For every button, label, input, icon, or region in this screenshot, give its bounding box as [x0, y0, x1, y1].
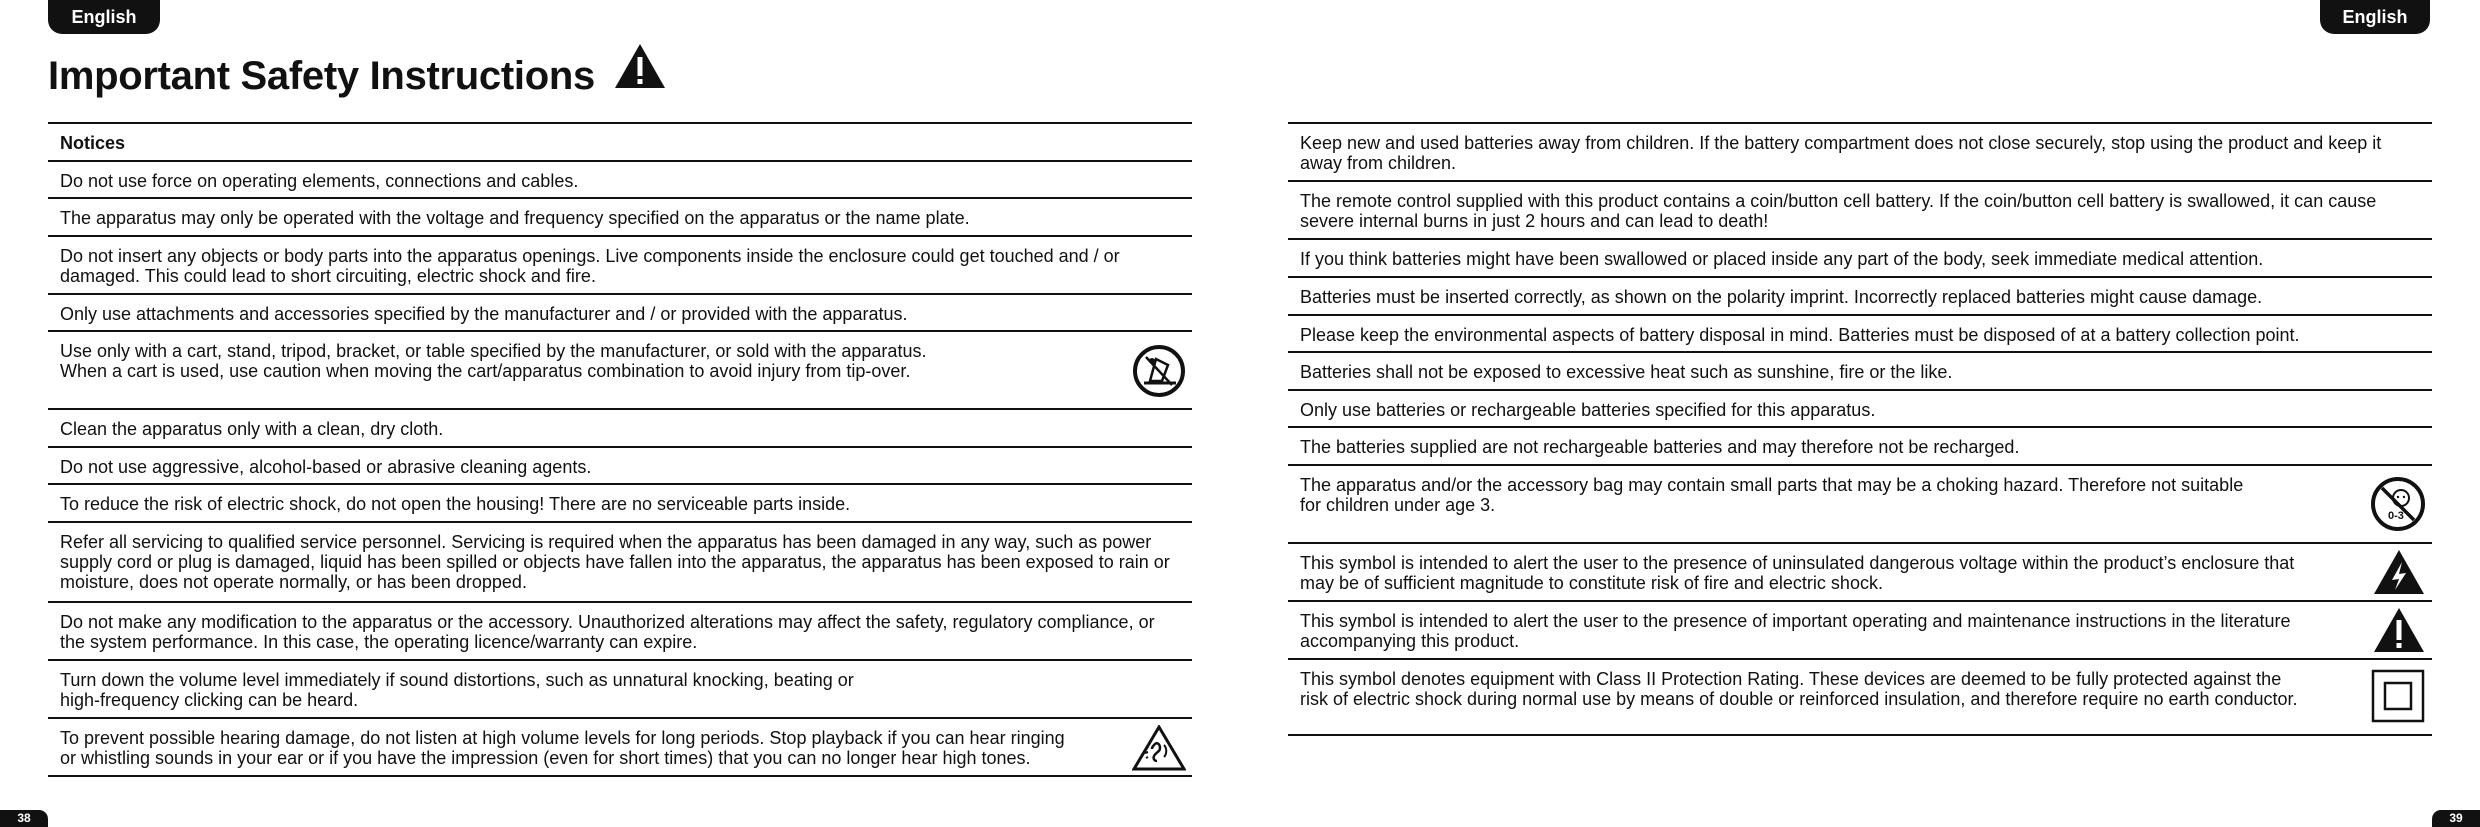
notice-row — [48, 235, 1192, 293]
notice-row — [48, 659, 1192, 717]
notice-row — [48, 197, 1192, 235]
notice-text: To prevent possible hearing damage, do not listen at high volume levels for long periods. Stop playback if you can hear ringing or whistling sounds in your ear or if you have the impression (even for short times) that you can no longer hear high tones. — [60, 728, 1065, 768]
age-range-label: 0-3 — [2388, 510, 2404, 522]
exclamation-warning-icon — [2372, 606, 2426, 654]
notice-text: Do not make any modification to the apparatus or the accessory. Unauthorized alterations may affect the safety, regulatory compliance, or the system performance. In this case, the operating licence/warranty can expire. — [60, 612, 1155, 652]
language-tab-left: English — [48, 0, 160, 34]
notice-row — [1288, 351, 2432, 389]
notice-row — [1288, 426, 2432, 464]
notice-text: The remote control supplied with this product contains a coin/button cell battery. If the coin/button cell battery is swallowed, it can cause severe internal burns in just 2 hours and can lead to death! — [1300, 191, 2377, 231]
notice-text: This symbol is intended to alert the user to the presence of important operating and maintenance instructions in the literature accompanying this product. — [1300, 611, 2291, 651]
left-page-notices — [48, 122, 1192, 777]
page-number-left: 38 — [0, 810, 48, 827]
notice-text: Batteries shall not be exposed to excessive heat such as sunshine, fire or the like. — [1300, 362, 1953, 382]
notice-row — [1288, 238, 2432, 276]
notice-text: The apparatus and/or the accessory bag may contain small parts that may be a choking hazard. Therefore not suitable for children under age 3. — [1300, 475, 2244, 515]
notice-text: This symbol denotes equipment with Class II Protection Rating. These devices are deemed to be fully protected against the risk of electric shock during normal use by means of double or reinforced insulation, and therefore require no earth conductor. — [1300, 669, 2298, 709]
notice-text: Clean the apparatus only with a clean, dry cloth. — [60, 419, 444, 439]
notice-row — [48, 717, 1192, 777]
notice-text: Keep new and used batteries away from children. If the battery compartment does not close securely, stop using the product and keep it away from children. — [1300, 133, 2382, 173]
notice-text: If you think batteries might have been swallowed or placed inside any part of the body, seek immediate medical attention. — [1300, 249, 2264, 269]
notice-text: Refer all servicing to qualified service personnel. Servicing is required when the apparatus has been damaged in any way, such as power supply cord or plug is damaged, liquid has been spilled or objects have fallen into the apparatus, the apparatus has been exposed to rain or moisture, does not operate normally, or has been dropped. — [60, 532, 1170, 592]
warning-triangle-icon — [613, 42, 667, 110]
notice-row — [48, 330, 1192, 408]
notice-row — [48, 521, 1192, 601]
notice-text: To reduce the risk of electric shock, do not open the housing! There are no serviceable parts inside. — [60, 494, 851, 514]
notice-text: The apparatus may only be operated with the voltage and frequency specified on the apparatus or the name plate. — [60, 208, 970, 228]
notices-heading: Notices — [60, 133, 126, 153]
hearing-damage-icon — [1132, 725, 1186, 771]
notice-text: Only use batteries or rechargeable batteries specified for this apparatus. — [1300, 400, 1876, 420]
notice-text: Batteries must be inserted correctly, as shown on the polarity imprint. Incorrectly replaced batteries might cause damage. — [1300, 287, 2263, 307]
notice-row — [1288, 276, 2432, 314]
page-title-text: Important Safety Instructions — [48, 54, 595, 98]
notice-text: Only use attachments and accessories specified by the manufacturer and / or provided with the apparatus. — [60, 304, 908, 324]
notice-row — [48, 122, 1192, 160]
notice-text: Do not use aggressive, alcohol-based or abrasive cleaning agents. — [60, 457, 592, 477]
page-title — [48, 42, 667, 110]
notice-row — [48, 160, 1192, 197]
notice-row — [1288, 314, 2432, 351]
notice-text: This symbol is intended to alert the user to the presence of uninsulated dangerous voltage within the product’s enclosure that may be of sufficient magnitude to constitute risk of fire and electric shock. — [1300, 553, 2295, 593]
notice-text: Do not insert any objects or body parts into the apparatus openings. Live components inside the enclosure could get touched and / or damaged. This could lead to short circuiting, electric shock and fire. — [60, 246, 1120, 286]
notice-text: Do not use force on operating elements, connections and cables. — [60, 171, 579, 191]
notice-text: Use only with a cart, stand, tripod, bracket, or table specified by the manufacturer, or sold with the apparatus. When a cart is used, use caution when moving the cart/apparatus combination to avoid injury from tip-over. — [60, 341, 927, 381]
notice-row — [48, 601, 1192, 659]
notice-text: Turn down the volume level immediately if sound distortions, such as unnatural knocking, beating or high-frequency clicking can be heard. — [60, 670, 854, 710]
notice-text: Please keep the environmental aspects of battery disposal in mind. Batteries must be disposed of at a battery collection point. — [1300, 325, 2300, 345]
right-page-notices — [1288, 122, 2432, 736]
choking-hazard-icon — [2370, 476, 2426, 532]
notice-row — [48, 483, 1192, 521]
notice-row — [48, 408, 1192, 446]
notice-row — [48, 446, 1192, 483]
notice-row — [1288, 180, 2432, 238]
dangerous-voltage-icon — [2372, 548, 2426, 596]
language-tab-right: English — [2320, 0, 2430, 34]
class-ii-icon — [2370, 668, 2426, 724]
notice-row — [1288, 464, 2432, 542]
cart-tip-over-icon — [1132, 343, 1186, 399]
notice-text: The batteries supplied are not rechargeable batteries and may therefore not be recharged. — [1300, 437, 2020, 457]
notice-row — [1288, 389, 2432, 426]
notice-row — [1288, 600, 2432, 658]
notice-row — [1288, 658, 2432, 736]
notice-row — [1288, 122, 2432, 180]
notice-row — [1288, 542, 2432, 600]
page-number-right: 39 — [2432, 810, 2480, 827]
notice-row — [48, 293, 1192, 330]
